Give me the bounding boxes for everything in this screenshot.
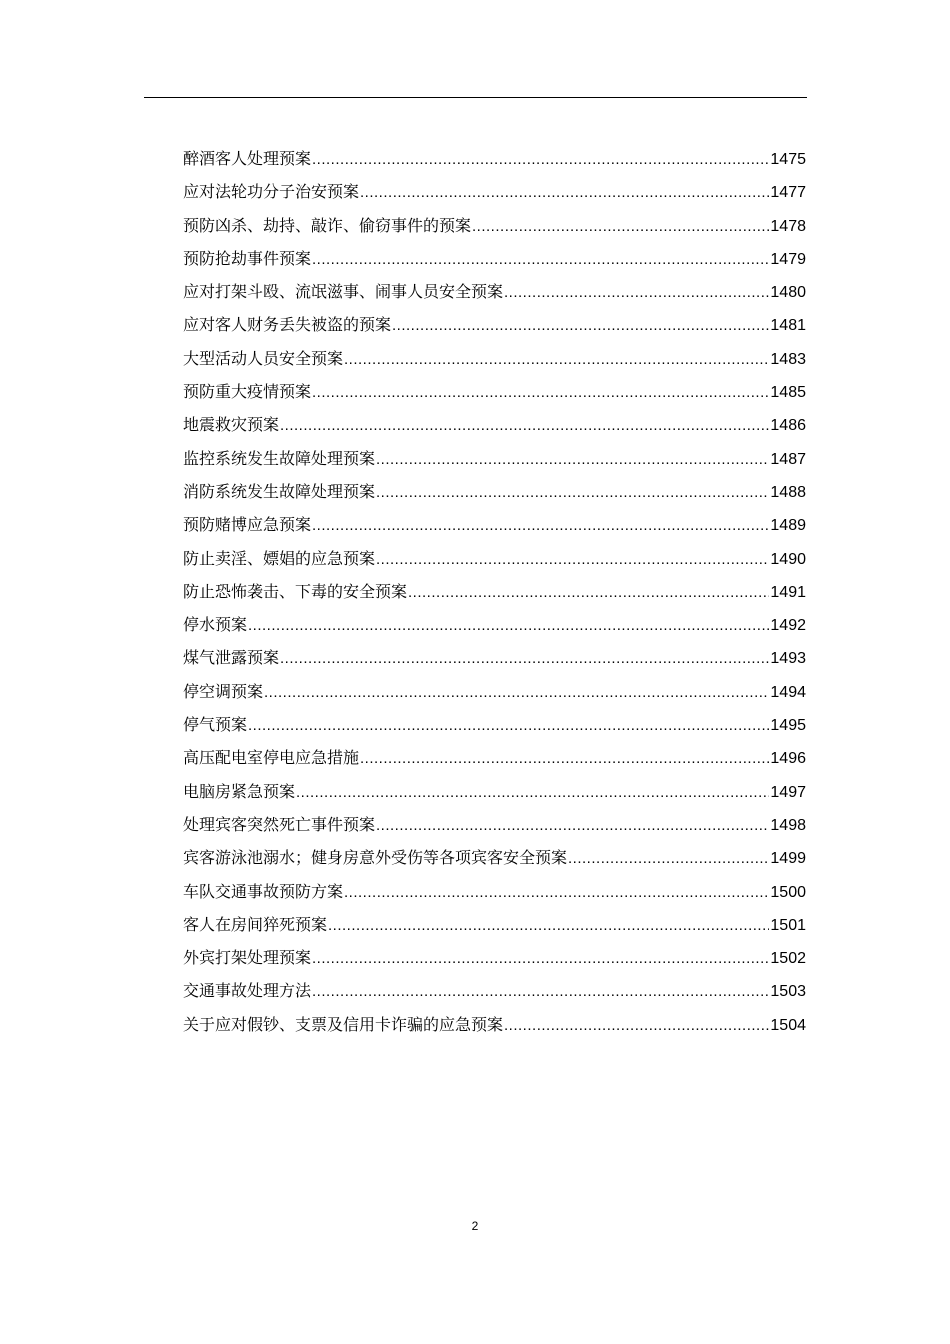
toc-entry-title: 预防凶杀、劫持、敲诈、偷窃事件的预案 <box>183 215 472 235</box>
toc-entry[interactable] <box>183 542 806 575</box>
header-rule <box>144 97 807 98</box>
toc-entry-page: 1491 <box>770 583 806 601</box>
toc-entry[interactable] <box>183 608 806 641</box>
toc-entry-title: 预防赌博应急预案 <box>183 515 312 535</box>
toc-entry-page: 1489 <box>770 517 806 535</box>
toc-dot-leader <box>504 1009 769 1042</box>
toc-entry-page: 1498 <box>770 816 806 834</box>
toc-entry-page: 1487 <box>770 450 806 468</box>
toc-dot-leader <box>312 975 769 1008</box>
toc-entry-page: 1477 <box>770 184 806 202</box>
toc-dot-leader <box>296 776 769 809</box>
toc-entry[interactable] <box>183 308 806 341</box>
toc-dot-leader <box>264 676 769 709</box>
toc-entry[interactable] <box>183 142 806 175</box>
toc-entry[interactable] <box>183 675 806 708</box>
toc-entry[interactable] <box>183 974 806 1007</box>
toc-dot-leader <box>504 276 769 309</box>
toc-dot-leader <box>344 343 769 376</box>
toc-entry-page: 1499 <box>770 850 806 868</box>
toc-entry-page: 1478 <box>770 217 806 235</box>
toc-dot-leader <box>328 909 769 942</box>
toc-dot-leader <box>376 443 769 476</box>
toc-entry[interactable] <box>183 242 806 275</box>
toc-entry[interactable] <box>183 408 806 441</box>
toc-entry-title: 客人在房间猝死预案 <box>183 914 328 934</box>
toc-dot-leader <box>248 609 769 642</box>
toc-entry[interactable] <box>183 209 806 242</box>
toc-entry-page: 1490 <box>770 550 806 568</box>
toc-dot-leader <box>280 409 769 442</box>
toc-entry[interactable] <box>183 941 806 974</box>
toc-entry-page: 1497 <box>770 783 806 801</box>
toc-entry-page: 1495 <box>770 717 806 735</box>
toc-entry[interactable] <box>183 875 806 908</box>
toc-entry-page: 1500 <box>770 883 806 901</box>
toc-dot-leader <box>376 543 769 576</box>
toc-entry-page: 1486 <box>770 417 806 435</box>
toc-dot-leader <box>312 143 769 176</box>
toc-entry[interactable] <box>183 342 806 375</box>
toc-entry-title: 停水预案 <box>183 615 248 635</box>
toc-dot-leader <box>312 243 769 276</box>
toc-entry-title: 电脑房紧急预案 <box>183 781 296 801</box>
toc-dot-leader <box>344 876 769 909</box>
toc-entry[interactable] <box>183 708 806 741</box>
toc-entry-page: 1493 <box>770 650 806 668</box>
toc-entry-title: 应对打架斗殴、流氓滋事、闹事人员安全预案 <box>183 282 504 302</box>
toc-entry-page: 1485 <box>770 384 806 402</box>
toc-entry[interactable] <box>183 741 806 774</box>
toc-entry-title: 关于应对假钞、支票及信用卡诈骗的应急预案 <box>183 1014 504 1034</box>
toc-dot-leader <box>312 942 769 975</box>
toc-entry[interactable] <box>183 775 806 808</box>
toc-dot-leader <box>248 709 769 742</box>
toc-entry-page: 1483 <box>770 350 806 368</box>
toc-entry[interactable] <box>183 808 806 841</box>
toc-entry-title: 地震救灾预案 <box>183 415 280 435</box>
table-of-contents <box>183 142 806 1041</box>
toc-entry-page: 1494 <box>770 683 806 701</box>
toc-dot-leader <box>472 210 769 243</box>
toc-entry-page: 1488 <box>770 483 806 501</box>
toc-entry[interactable] <box>183 1008 806 1041</box>
toc-entry-title: 外宾打架处理预案 <box>183 948 312 968</box>
toc-entry-title: 防止恐怖袭击、下毒的安全预案 <box>183 581 408 601</box>
toc-entry-page: 1475 <box>770 151 806 168</box>
toc-entry-title: 停气预案 <box>183 715 248 735</box>
toc-entry-title: 应对客人财务丢失被盗的预案 <box>183 315 392 335</box>
toc-dot-leader <box>376 809 769 842</box>
toc-entry-page: 1501 <box>770 916 806 934</box>
toc-entry-page: 1496 <box>770 750 806 768</box>
toc-entry-title: 预防抢劫事件预案 <box>183 248 312 268</box>
toc-dot-leader <box>392 309 769 342</box>
toc-entry[interactable] <box>183 475 806 508</box>
toc-entry[interactable] <box>183 908 806 941</box>
toc-entry-title: 停空调预案 <box>183 681 264 701</box>
toc-entry-title: 煤气泄露预案 <box>183 648 280 668</box>
toc-entry-title: 高压配电室停电应急措施 <box>183 748 360 768</box>
toc-dot-leader <box>376 476 769 509</box>
toc-entry[interactable] <box>183 442 806 475</box>
toc-entry[interactable] <box>183 375 806 408</box>
toc-entry-title: 应对法轮功分子治安预案 <box>183 182 360 202</box>
toc-dot-leader <box>280 642 769 675</box>
toc-entry-title: 消防系统发生故障处理预案 <box>183 481 376 501</box>
page-number: 2 <box>471 1219 479 1233</box>
toc-entry-page: 1481 <box>770 317 806 335</box>
toc-entry-page: 1504 <box>770 1016 806 1034</box>
toc-dot-leader <box>312 509 769 542</box>
toc-entry-page: 1503 <box>770 983 806 1001</box>
toc-entry-title: 监控系统发生故障处理预案 <box>183 448 376 468</box>
toc-entry[interactable] <box>183 575 806 608</box>
toc-entry-page: 1479 <box>770 250 806 268</box>
toc-entry-title: 大型活动人员安全预案 <box>183 348 344 368</box>
toc-dot-leader <box>568 842 769 875</box>
toc-entry[interactable] <box>183 508 806 541</box>
toc-dot-leader <box>360 742 769 775</box>
toc-entry-title: 车队交通事故预防方案 <box>183 881 344 901</box>
toc-entry-page: 1502 <box>770 950 806 968</box>
toc-entry-title: 防止卖淫、嫖娼的应急预案 <box>183 548 376 568</box>
toc-entry-page: 1492 <box>770 617 806 635</box>
toc-entry[interactable] <box>183 641 806 674</box>
toc-entry[interactable] <box>183 841 806 874</box>
toc-entry-title: 处理宾客突然死亡事件预案 <box>183 814 376 834</box>
toc-entry-title: 交通事故处理方法 <box>183 981 312 1001</box>
toc-dot-leader <box>312 376 769 409</box>
toc-dot-leader <box>360 176 769 209</box>
toc-dot-leader <box>408 576 769 609</box>
toc-entry[interactable] <box>183 275 806 308</box>
toc-entry-title: 醉酒客人处理预案 <box>183 149 312 168</box>
toc-entry[interactable] <box>183 175 806 208</box>
toc-entry-title: 宾客游泳池溺水；健身房意外受伤等各项宾客安全预案 <box>183 848 568 868</box>
toc-entry-title: 预防重大疫情预案 <box>183 382 312 402</box>
toc-entry-page: 1480 <box>770 284 806 302</box>
